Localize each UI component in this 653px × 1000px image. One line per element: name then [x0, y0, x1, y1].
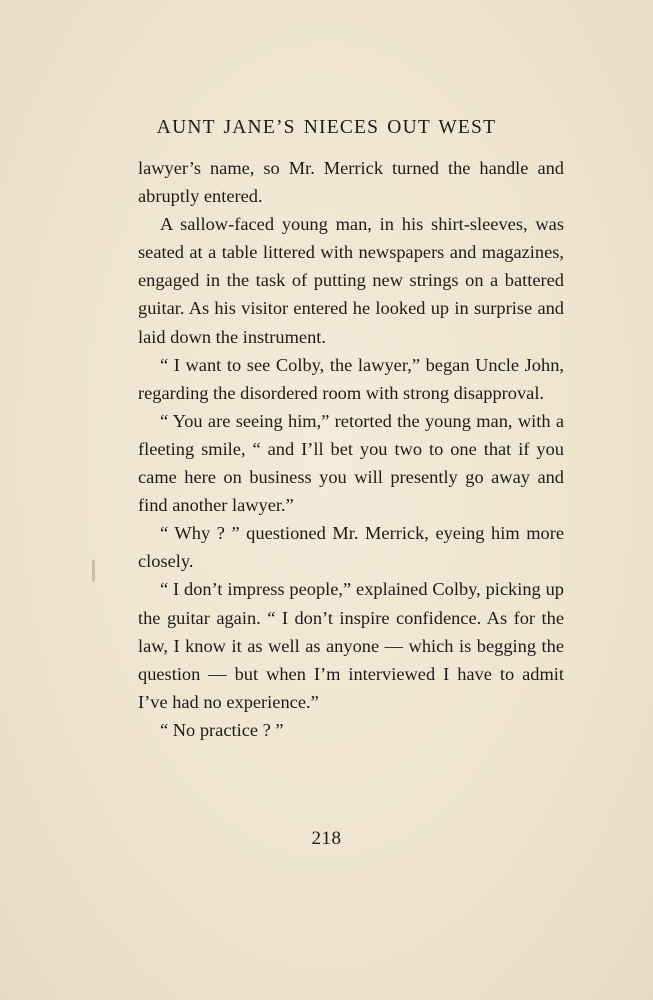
paragraph-7: “ No practice ? ”	[160, 719, 284, 740]
paper-mark	[92, 560, 95, 582]
paragraph-5: “ Why ? ” questioned Mr. Merrick, eyeing him more closely.	[138, 523, 564, 572]
paragraph-4: “ You are seeing him,” retorted the young man, with a fleeting smile, “ and I’ll bet you two to one that if you came here on business you will presently go away and find another lawyer.”	[138, 410, 564, 516]
body-text	[138, 154, 564, 744]
paragraph-1: lawyer’s name, so Mr. Merrick turned the handle and abruptly entered.	[138, 158, 564, 207]
paragraph-2: A sallow-faced young man, in his shirt-sleeves, was seated at a table littered with newspapers and magazines, engaged in the task of putting new strings on a battered guitar. As his visitor entered he looked up in surprise and laid down the instrument.	[138, 214, 564, 347]
paragraph-6: “ I don’t impress people,” explained Colby, picking up the guitar again. “ I don’t inspire confidence. As for the law, I know it as well as anyone — which is begging the question — but when I’m interviewed I have to admit I’ve had no experience.”	[138, 579, 564, 712]
running-head: AUNT JANE’S NIECES OUT WEST	[156, 117, 497, 138]
paragraph-3: “ I want to see Colby, the lawyer,” began Uncle John, regarding the disordered room with strong disapproval.	[138, 354, 564, 403]
page-number: 218	[311, 828, 342, 849]
